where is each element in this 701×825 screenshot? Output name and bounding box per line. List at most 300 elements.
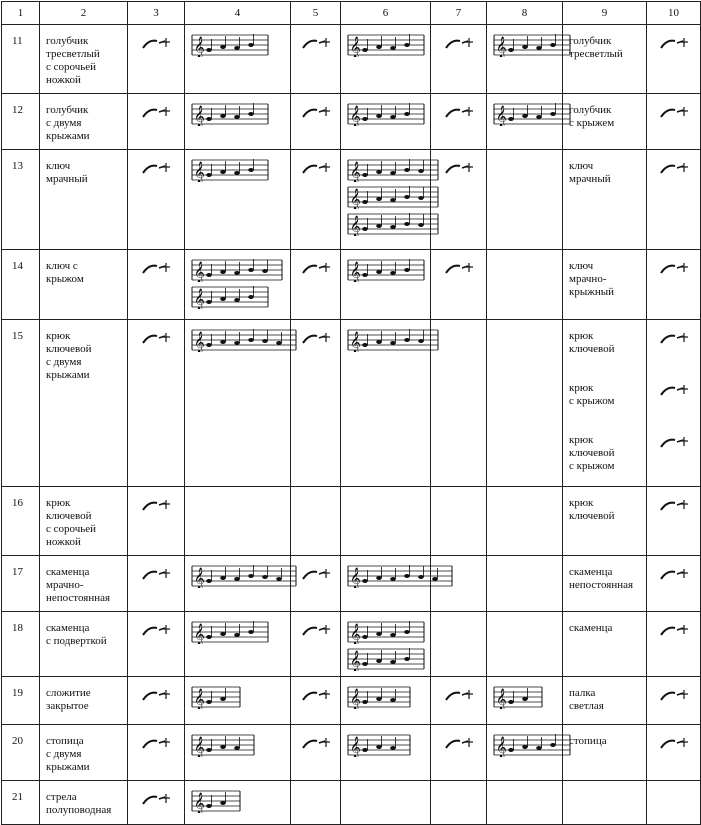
note-head [206,173,212,177]
neume-cell [128,487,185,556]
table-row [2,556,701,612]
music-staff [347,102,425,126]
variant-name-text: скаменца непостоянная [569,566,634,591]
col-header: 4 [185,2,291,25]
row-number [2,677,40,725]
sign-name [40,94,128,150]
strela-sign-icon [139,791,173,809]
sign-name-text: ключ мрачный [46,160,88,185]
note-head [206,117,212,121]
neume-cell [291,677,341,725]
treble-clef-icon: 𝄞 [350,568,361,588]
note-head [262,339,268,343]
note-head [362,173,368,177]
sign-name [40,725,128,781]
row-number [2,556,40,612]
variant-name-text: стопица [569,735,607,747]
note-head [206,300,212,304]
note-head [206,635,212,639]
treble-clef-icon: 𝄞 [194,332,205,352]
note-head [276,341,282,345]
note-head [390,225,396,229]
neume-cell [128,556,185,612]
row-number [2,781,40,825]
neume-cell [431,250,487,320]
golubchik-kryzh-sign-icon [442,104,476,122]
note-head [522,697,528,701]
note-head [390,660,396,664]
notation-cell [185,487,291,556]
variant-name-text: голубчик тресветлый [569,35,623,60]
notation-cell [185,781,291,825]
variant-name-text: ключ мрачно- крыжный [569,260,614,298]
note-head [404,630,410,634]
note-head [262,269,268,273]
treble-clef-icon: 𝄞 [496,106,507,126]
note-head [390,46,396,50]
slozhitie-sign-icon [442,687,476,705]
sign-name-text: сложитие закрытое [46,687,91,712]
variant-name-text: крюк ключевой с крыжом [569,434,615,472]
note-head [234,633,240,637]
stopitsa-sign-icon [442,735,476,753]
note-head [522,114,528,118]
klyuch-sign-icon [657,260,691,278]
notation-cell [341,487,431,556]
variant-neume [647,556,701,612]
note-head [390,341,396,345]
sign-name [40,487,128,556]
note-head [248,630,254,634]
note-head [234,341,240,345]
neume-cell [291,612,341,677]
note-head [220,270,226,274]
neume-cell [128,725,185,781]
table-row [2,94,701,150]
golubchik-tresvetly-sign-icon [442,35,476,53]
sign-name-text: стрела полуповодная [46,791,112,816]
notation-cell [341,677,431,725]
note-head [220,576,226,580]
row-number-text: 16 [12,497,23,509]
neume-cell [431,320,487,487]
notation-cell [185,320,291,487]
notation-cell [185,94,291,150]
row-number-text: 17 [12,566,23,578]
note-head [376,340,382,344]
sign-name [40,25,128,94]
treble-clef-icon: 𝄞 [194,793,205,813]
neume-cell [431,556,487,612]
note-head [234,46,240,50]
kryuk-sign-icon [299,330,333,348]
variant-name [563,487,647,556]
notation-cell [487,677,563,725]
variant-neume [647,150,701,250]
col-header: 6 [341,2,431,25]
kryuk-sign-icon [657,497,691,515]
music-staff [191,789,241,813]
note-head [234,171,240,175]
music-staff [347,685,411,709]
notation-cell [487,94,563,150]
sign-name [40,150,128,250]
notation-cell [185,150,291,250]
note-head [390,115,396,119]
klyuch-sign-icon [442,160,476,178]
note-head [404,338,410,342]
note-head [362,662,368,666]
neume-cell [128,150,185,250]
note-head [206,273,212,277]
variant-name-text: скаменца [569,622,613,634]
note-head [418,169,424,173]
variant-neume [647,781,701,825]
treble-clef-icon: 𝄞 [350,689,361,709]
notation-cell [341,725,431,781]
note-head [362,579,368,583]
note-head [234,577,240,581]
note-head [508,748,514,752]
treble-clef-icon: 𝄞 [194,106,205,126]
notation-cell [487,320,563,487]
notation-cell [487,612,563,677]
row-number-text: 15 [12,330,23,342]
variant-name-text: палка светлая [569,687,604,712]
note-head [536,746,542,750]
treble-clef-icon: 𝄞 [350,737,361,757]
neume-cell [291,25,341,94]
variant-name-text: ключ мрачный [569,160,611,185]
golubchik-kryzh-sign-icon [139,104,173,122]
note-head [418,575,424,579]
variant-neume [647,25,701,94]
note-head [390,633,396,637]
neume-cell [291,556,341,612]
neume-cell [128,781,185,825]
note-head [220,340,226,344]
music-staff [493,33,571,57]
music-staff [347,733,411,757]
variant-name [563,250,647,320]
stopitsa-sign-icon [657,735,691,753]
variant-name-text: крюк ключевой [569,330,615,355]
notation-cell [487,556,563,612]
row-number-text: 11 [12,35,23,47]
neume-cell [431,150,487,250]
row-number [2,250,40,320]
slozhitie-sign-icon [299,687,333,705]
music-staff [191,258,283,282]
treble-clef-icon: 𝄞 [194,737,205,757]
row-number-text: 14 [12,260,23,272]
sign-name [40,556,128,612]
note-head [418,339,424,343]
variant-neume [647,320,701,487]
note-head [376,270,382,274]
neume-cell [431,94,487,150]
col-header: 1 [2,2,40,25]
note-head [404,222,410,226]
sign-name [40,612,128,677]
note-head [362,635,368,639]
neume-cell [431,487,487,556]
variant-name-text: крюк с крыжом [569,382,615,407]
neume-cell [291,320,341,487]
sign-name [40,320,128,487]
note-head [418,196,424,200]
sign-name-text: голубчик тресветлый с сорочьей ножкой [46,35,100,86]
neume-cell [128,25,185,94]
neume-cell [291,725,341,781]
note-head [404,657,410,661]
golubchik-sign-icon [657,35,691,53]
notation-cell [487,781,563,825]
note-head [390,577,396,581]
treble-clef-icon: 𝄞 [194,689,205,709]
kryuk-sign-icon [139,497,173,515]
treble-clef-icon: 𝄞 [350,106,361,126]
music-staff [493,733,571,757]
music-staff [347,33,425,57]
table-row [2,250,701,320]
note-head [206,48,212,52]
treble-clef-icon: 𝄞 [194,289,205,309]
note-head [248,268,254,272]
table-row [2,677,701,725]
sign-name-text: крюк ключевой с двумя крыжами [46,330,92,381]
golubchik-sign-icon [657,104,691,122]
note-head [522,745,528,749]
treble-clef-icon: 𝄞 [350,162,361,182]
kryuk-sign-icon [139,330,173,348]
neume-cell [128,612,185,677]
note-head [362,117,368,121]
neume-cell [291,250,341,320]
note-head [376,632,382,636]
note-head [376,45,382,49]
note-head [390,698,396,702]
golubchik-kryzh-sign-icon [299,104,333,122]
variant-name-text: голубчик с крыжем [569,104,615,129]
klyuch-kryzh-sign-icon [442,260,476,278]
note-head [432,577,438,581]
row-number [2,25,40,94]
sign-name [40,677,128,725]
note-head [206,579,212,583]
note-head [248,168,254,172]
music-staff [493,102,571,126]
skamenitsa-sign-icon [657,566,691,584]
row-number [2,725,40,781]
sign-name-text: стопица с двумя крыжами [46,735,90,773]
neume-cell [431,677,487,725]
table-row [2,612,701,677]
stopitsa-sign-icon [299,735,333,753]
note-head [248,295,254,299]
note-head [362,200,368,204]
note-head [550,43,556,47]
note-head [362,748,368,752]
note-head [404,112,410,116]
col-header: 5 [291,2,341,25]
neume-cell [431,725,487,781]
klyuch-sign-icon [299,160,333,178]
table-row [2,725,701,781]
klyuch-sign-icon [139,160,173,178]
variant-name [563,677,647,725]
note-head [220,170,226,174]
treble-clef-icon: 𝄞 [350,624,361,644]
music-staff [493,685,543,709]
variant-name [563,94,647,150]
neume-cell [291,781,341,825]
klyuch-sign-icon [657,160,691,178]
klyuch-kryzh-sign-icon [139,260,173,278]
note-head [262,575,268,579]
row-number [2,487,40,556]
music-staff [191,620,269,644]
row-number [2,612,40,677]
note-head [404,574,410,578]
stopitsa-sign-icon [139,735,173,753]
music-staff [347,328,439,352]
neume-cell [128,250,185,320]
neume-cell [291,94,341,150]
variant-neume [647,612,701,677]
music-staff [191,328,297,352]
sign-name-text: голубчик с двумя крыжами [46,104,90,142]
table-body [2,25,701,825]
music-staff [191,102,269,126]
note-head [220,114,226,118]
treble-clef-icon: 𝄞 [496,737,507,757]
col-header: 2 [40,2,128,25]
note-head [418,223,424,227]
note-head [376,224,382,228]
skamenitsa-sign-icon [299,622,333,640]
kryuk-sign-icon [657,382,691,400]
neume-cell [128,320,185,487]
sign-name-text: ключ с крыжом [46,260,84,285]
treble-clef-icon: 𝄞 [194,262,205,282]
treble-clef-icon: 𝄞 [350,37,361,57]
table-row [2,320,701,487]
note-head [404,43,410,47]
kryuk-sign-icon [657,330,691,348]
variant-name [563,150,647,250]
note-head [362,343,368,347]
treble-clef-icon: 𝄞 [350,332,361,352]
golubchik-tresvetly-sign-icon [299,35,333,53]
notation-cell [185,250,291,320]
variant-neume [647,677,701,725]
treble-clef-icon: 𝄞 [194,568,205,588]
notation-cell [185,725,291,781]
note-head [220,801,226,805]
note-head [234,298,240,302]
note-head [376,697,382,701]
notation-cell [341,781,431,825]
music-staff [191,564,297,588]
notation-cell [185,612,291,677]
sign-name-text: скаменца с подверткой [46,622,107,647]
sign-name-text: скаменца мрачно- непостоянная [46,566,111,604]
note-head [390,746,396,750]
golubchik-tresvetly-sign-icon [139,35,173,53]
note-head [206,748,212,752]
variant-name [563,25,647,94]
notation-cell [341,94,431,150]
music-staff [347,647,425,671]
table-row [2,25,701,94]
note-head [362,48,368,52]
neume-cell [128,677,185,725]
music-staff [347,620,425,644]
table-row [2,150,701,250]
skamenitsa-sign-icon [299,566,333,584]
note-head [376,170,382,174]
music-staff [191,33,269,57]
col-header: 3 [128,2,185,25]
note-head [390,271,396,275]
col-header: 10 [647,2,701,25]
note-head [206,804,212,808]
row-number [2,320,40,487]
klyuch-kryzh-sign-icon [299,260,333,278]
neume-cell [128,94,185,150]
header-row [2,2,701,25]
treble-clef-icon: 𝄞 [194,162,205,182]
note-head [390,198,396,202]
note-head [220,45,226,49]
notation-cell [185,677,291,725]
neume-cell [291,150,341,250]
sign-name [40,250,128,320]
neume-cell [431,612,487,677]
notation-cell [487,25,563,94]
sign-name [40,781,128,825]
notation-cell [185,556,291,612]
music-staff [191,685,241,709]
note-head [536,115,542,119]
treble-clef-icon: 𝄞 [496,37,507,57]
notation-cell [341,25,431,94]
variant-neume [647,94,701,150]
note-head [234,115,240,119]
neume-cell [291,487,341,556]
row-number-text: 18 [12,622,23,634]
note-head [390,171,396,175]
music-staff [347,258,425,282]
note-head [248,574,254,578]
notation-cell [487,250,563,320]
treble-clef-icon: 𝄞 [350,216,361,236]
note-head [234,746,240,750]
note-head [362,273,368,277]
note-head [376,114,382,118]
note-head [376,745,382,749]
row-number-text: 21 [12,791,23,803]
note-head [404,195,410,199]
note-head [376,659,382,663]
music-staff [347,185,439,209]
neume-cell [431,25,487,94]
treble-clef-icon: 𝄞 [350,189,361,209]
slozhitie-sign-icon [139,687,173,705]
variant-name [563,320,647,487]
note-head [220,697,226,701]
